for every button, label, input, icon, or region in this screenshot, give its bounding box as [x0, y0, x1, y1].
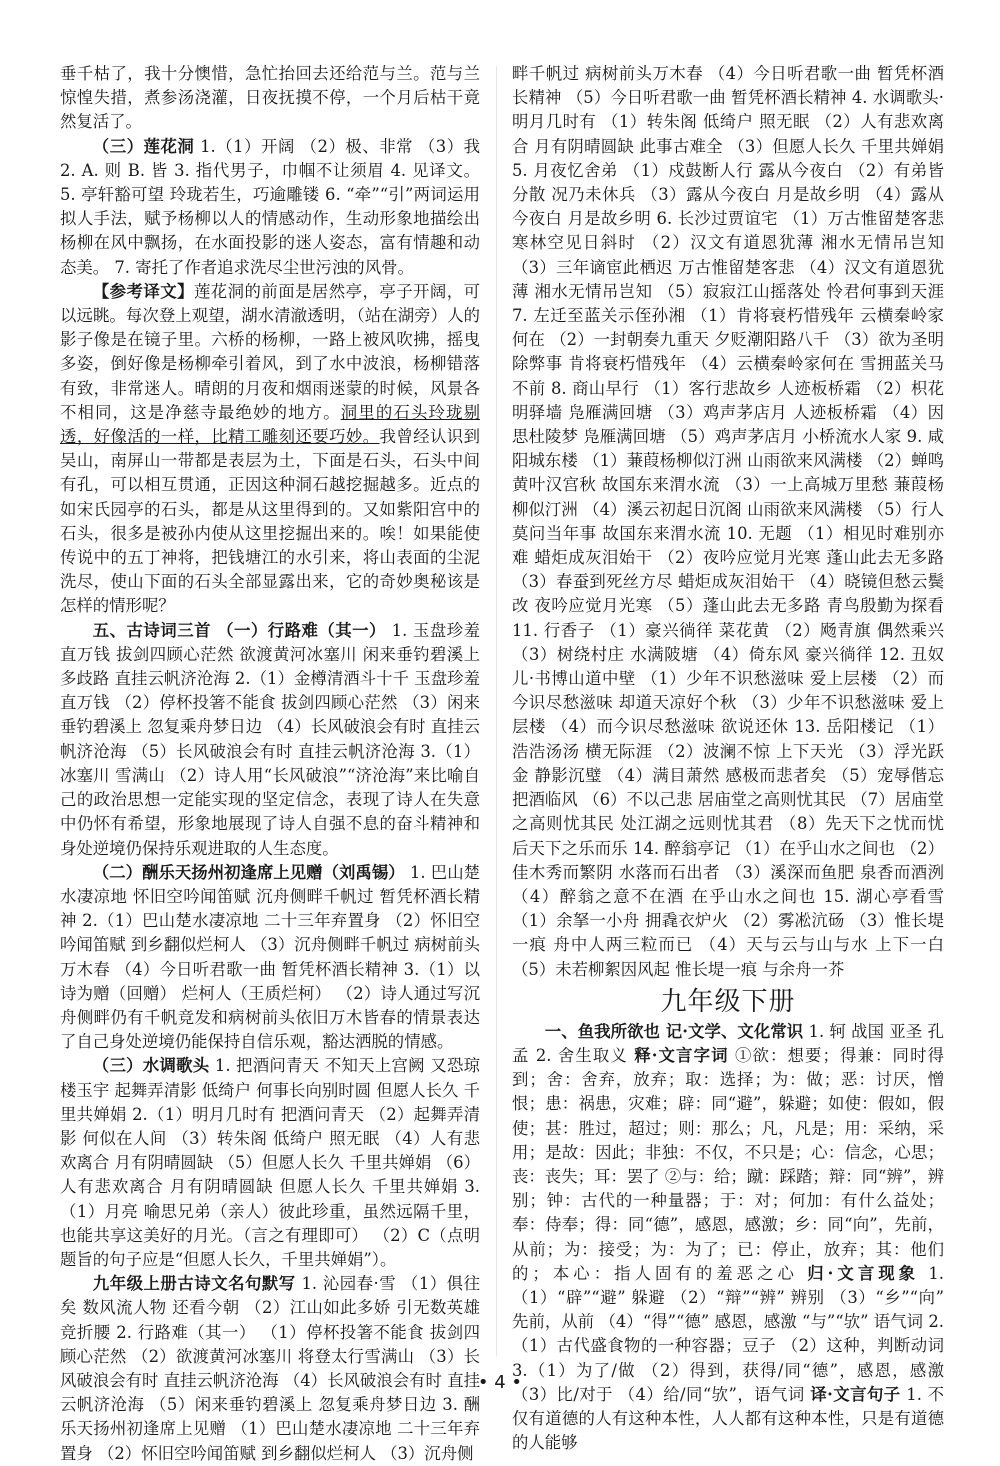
translation-text: 我曾经认识到吴山，南屏山一带都是表层为土，下面是石头，石头中间有孔，可以相互贯通，正因这种洞石越挖掘越多。近点的如宋氏园亭的石头，都是从这里得到的。又如紫阳宫中的石头，很多是被孙内使从这里挖掘出来的。唉！如果能使传说中的五丁神将，把钱塘江的水引来，将山表面的尘泥洗尽，使山下面的石头全部显露出来，它的奇妙奥秘该是怎样的情形呢？	[60, 427, 481, 616]
section-answers: 1. 巴山楚水凄凉地 怀旧空吟闻笛赋 沉舟侧畔千帆过 暂凭杯酒长精神 2.（1）巴山楚水凄凉地 二十三年弃置身 （2）怀旧空吟闻笛赋 到乡翻似烂柯人 （3）沉舟侧畔千帆过 病树前头万木春 （4）今日听君歌一曲 暂凭杯酒长精神 3.（1）以诗为赠（回赠） 烂柯人（王质烂柯） （2）诗人通过写沉舟侧畔仍有千帆竞发和病树前头依旧万木皆春的情景表达了自己身处逆境仍能保持自信乐观，豁达洒脱的情感。	[60, 862, 480, 1052]
section-answers: 1. 玉盘珍羞直万钱 拔剑四顾心茫然 欲渡黄河冰塞川 闲来垂钓碧溪上 多歧路 直挂云帆济沧海 2.（1）金樽清酒斗十千 玉盘珍羞直万钱 （2）停杯投箸不能食 拔剑四顾心茫然 （3）闲来垂钓碧溪上 忽复乘舟梦日边 （4）长风破浪会有时 直挂云帆济沧海 （5）长风破浪会有时 直挂云帆济沧海 3.（1）冰塞川 雪满山 （2）诗人用“长风破浪”“济沧海”来比喻自己的政治思想一定能实现的坚定信念，表现了诗人在失意中仍怀有希望，形象地展现了诗人自强不息的奋斗精神和身处逆境仍保持乐观进取的人生态度。	[60, 620, 480, 858]
page-number: • 4 •	[477, 1372, 523, 1393]
section-title: （三）水调歌头	[92, 1056, 210, 1076]
text-paragraph: 垂千枯了，我十分懊惜，急忙抬回去还给范与兰。范与兰惊惶失措，煮参汤浇灌，日夜抚摸不停，一个月后枯干竟然复活了。	[60, 64, 480, 132]
section-famous-lines	[60, 1272, 480, 1466]
section-answers: 1. 沁园春·雪 （1）俱往矣 数风流人物 还看今朝 （2）江山如此多娇 引无数英雄竞折腰 2. 行路难（其一） （1）停杯投箸不能食 拔剑四顾心茫然 （2）欲渡黄河冰塞川 将登太行雪满山 （3）长风破浪会有时 直挂云帆济沧海 （4）长风破浪会有时 直挂云帆济沧海 （5）闲来垂钓碧溪上 忽复乘舟梦日边 3. 酬乐天扬州初逢席上见赠 （1）巴山楚水凄凉地 二十三年弃置身 （2）怀旧空吟闻笛赋 到乡翻似烂柯人 （3）沉舟侧	[60, 1274, 480, 1463]
left-column	[60, 62, 480, 1466]
section-ancient-poems	[60, 619, 480, 861]
right-column	[512, 62, 944, 1455]
section-title: （三）莲花洞	[92, 136, 195, 156]
section-answers: ①欲：想要；得兼：同时得到；舍：舍弃，放弃；取：选择；为：做；恶：讨厌，憎恨；患：祸患，灾难；辟：同“避”，躲避；如使：假如，假使；甚：胜过，超过；则：那么；凡，凡是；用：采纳，采用；是故：因此；非独：不仅，不只是；心：信念，心思；丧：丧失；耳：罢了 ②与：给；蹴：踩踏；辩：同“辨”，辨别；钟：古代的一种量器；于：对；何加：有什么益处；奉：侍奉；得：同“德”，感恩，感激；乡：同“向”，先前，从前；为：接受；为：为了；已：停止，放弃；其：他们的；本心：指人固有的羞恶之心	[512, 1045, 944, 1283]
section-answers: 1. 把酒问青天 不知天上宫阙 又恐琼楼玉宇 起舞弄清影 低绮户 何事长向别时圆 但愿人长久 千里共婵娟 2.（1）明月几时有 把酒问青天 （2）起舞弄清影 何似在人间 （3）转朱阁 低绮户 照无眠 （4）人有悲欢离合 月有阴晴圆缺 （5）但愿人长久 千里共婵娟 （6）人有悲欢离合 月有阴晴圆缺 但愿人长久 千里共婵娟 3.（1）月亮 喻思兄弟（亲人）彼此珍重，虽然远隔千里，也能共享这美好的月光。（言之有理即可） （2）C（点明题旨的句子应是“但愿人长久，千里共婵娟”）。	[60, 1056, 480, 1269]
text-paragraph: 畔千帆过 病树前头万木春 （4）今日听君歌一曲 暂凭杯酒长精神 （5）今日听君歌一曲 暂凭杯酒长精神 4. 水调歌头·明月几时有 （1）转朱阁 低绮户 照无眠 （2）人有悲欢离合 月有阴晴圆缺 此事古难全 （3）但愿人长久 千里共婵娟 5. 月夜忆舍弟 （1）戍鼓断人行 露从今夜白 （2）有弟皆分散 况乃未休兵 （3）露从今夜白 月是故乡明 （4）露从今夜白 月是故乡明 6. 长沙过贾谊宅 （1）万古惟留楚客悲 寒林空见日斜时 （2）汉文有道恩犹薄 湘水无情吊岂知 （3）三年谪宦此栖迟 万古惟留楚客悲 （4）汉文有道恩犹薄 湘水无情吊岂知 （5）寂寂江山摇落处 怜君何事到天涯 7. 左迁至蓝关示侄孙湘 （1）肯将衰朽惜残年 云横秦岭家何在 （2）一封朝奏九重天 夕贬潮阳路八千 （3）欲为圣明除弊事 肯将衰朽惜残年 （4）云横秦岭家何在 雪拥蓝关马不前 8. 商山早行 （1）客行悲故乡 人迹板桥霜 （2）枳花明驿墙 凫雁满回塘 （3）鸡声茅店月 人迹板桥霜 （4）因思杜陵梦 凫雁满回塘 （5）鸡声茅店月 小桥流水人家 9. 咸阳城东楼 （1）蒹葭杨柳似汀洲 山雨欲来风满楼 （2）蝉鸣黄叶汉宫秋 故国东来渭水流 （3）一上高城万里愁 蒹葭杨柳似汀洲 （4）溪云初起日沉阁 山雨欲来风满楼 （5）行人莫问当年事 故国东来渭水流 10. 无题 （1）相见时难别亦难 蜡炬成灰泪始干 （2）夜吟应觉月光寒 蓬山此去无多路 （3）春蚕到死丝方尽 蜡炬成灰泪始干 （4）晓镜但愁云鬓改 夜吟应觉月光寒 （5）蓬山此去无多路 青鸟殷勤为探看 11. 行香子 （1）豪兴徜徉 菜花黄 （2）飏青旗 偶然乘兴 （3）树绕村庄 水满陂塘 （4）倚东风 豪兴徜徉 12. 丑奴儿·书博山道中壁 （1）少年不识愁滋味 爱上层楼 （2）而今识尽愁滋味 却道天凉好个秋 （3）少年不识愁滋味 爱上层楼 （4）而今识尽愁滋味 欲说还休 13. 岳阳楼记 （1）浩浩汤汤 横无际涯 （2）波澜不惊 上下天光 （3）浮光跃金 静影沉璧 （4）满目萧然 感极而悲者矣 （5）宠辱偕忘 把酒临风 （6）不以己悲 居庙堂之高则忧其民 （7）居庙堂之高则忧其民 处江湖之远则忧其君 （8）先天下之忧而忧 后天下之乐而乐 14. 醉翁亭记 （1）在乎山水之间也 （2）佳木秀而繁阴 水落而石出者 （3）溪深而鱼肥 泉香而酒洌 （4）醉翁之意不在酒 在乎山水之间也 15. 湖心亭看雪 （1）余拏一小舟 拥毳衣炉火 （2）雾凇沆砀 （3）惟长堤一痕 舟中人两三粒而已 （4）天与云与山与水 上下一白 （5）未若柳絮因风起 惟长堤一痕 与余舟一芥	[512, 64, 944, 979]
section-lotus-cave	[60, 135, 480, 280]
column-divider	[496, 66, 497, 1356]
grade-title: 九年级下册	[660, 986, 796, 1017]
section-reply-letian	[60, 861, 480, 1055]
translation-underlined: 洞里的石头玲珑剔透，好像活的一样，比精工雕刻还要巧妙。	[60, 402, 481, 447]
section-title: 五、古诗词三首 （一）行路难（其一）	[92, 620, 386, 640]
section-shuidiao-getou	[60, 1054, 480, 1272]
translation-text: 莲花洞的前面是居然亭，亭子开阔，可以远眺。每次登上观望，湖水清澈透明，（站在湖旁）人的影子像是在镜子里。六桥的杨柳，一路上被风吹拂，摇曳多姿，倒好像是杨柳牵引着风，到了水中波浪，杨柳错落有致，非常迷人。晴朗的月夜和烟雨迷蒙的时候，风景各不相同，这是净慈寺最绝妙的地方。	[60, 281, 481, 422]
section-title: 九年级上册古诗文名句默写	[92, 1274, 296, 1294]
subsection-title: 归·文言现象	[807, 1263, 920, 1283]
subsection-title: 释·文言字词	[634, 1045, 729, 1065]
translation-label: 【参考译文】	[92, 281, 194, 301]
section-title: 一、鱼我所欲也 记·文学、文化常识	[544, 1021, 804, 1041]
section-title: （二）酬乐天扬州初逢席上见赠（刘禹锡）	[92, 862, 405, 882]
section-answers: 1.（1）“辟”“避” 躲避 （2）“辩”“辨” 辨别 （3）“乡”“向” 先前，从前 （4）“得”“德” 感恩，感激 “与”“欤” 语气词 2.（1）古代盛食物的一种容器；豆子 （2）这种，判断动词 3.（1）为了/做 （2）得到，获得/同“德”，感恩，感激 （3）比/对于 （4）给/同“欤”，语气词	[512, 1263, 944, 1404]
section-answers: 1. 不仅有道德的人有这种本性，人人都有这种本性，只是有道德的人能够	[512, 1384, 944, 1453]
section-answers: 1. 轲 战国 亚圣 孔孟 2. 舍生取义	[512, 1021, 944, 1065]
section-answers: 1.（1）开阔 （2）极、非常 （3）我 2. A. 则 B. 皆 3. 指代男子，巾帼不让须眉 4. 见译文。 5. 亭轩豁可望 玲珑若生，巧逾雕镂 6. “牵”“引”两词运用拟人手法，赋予杨柳以人的情感动作，生动形象地描绘出杨柳在风中飘扬，在水面投影的迷人姿态，富有情趣和动态美。 7. 寄托了作者追求洗尽尘世污浊的风骨。	[60, 136, 481, 277]
subsection-title: 译·文言句子	[810, 1384, 901, 1404]
reference-translation	[60, 280, 480, 619]
